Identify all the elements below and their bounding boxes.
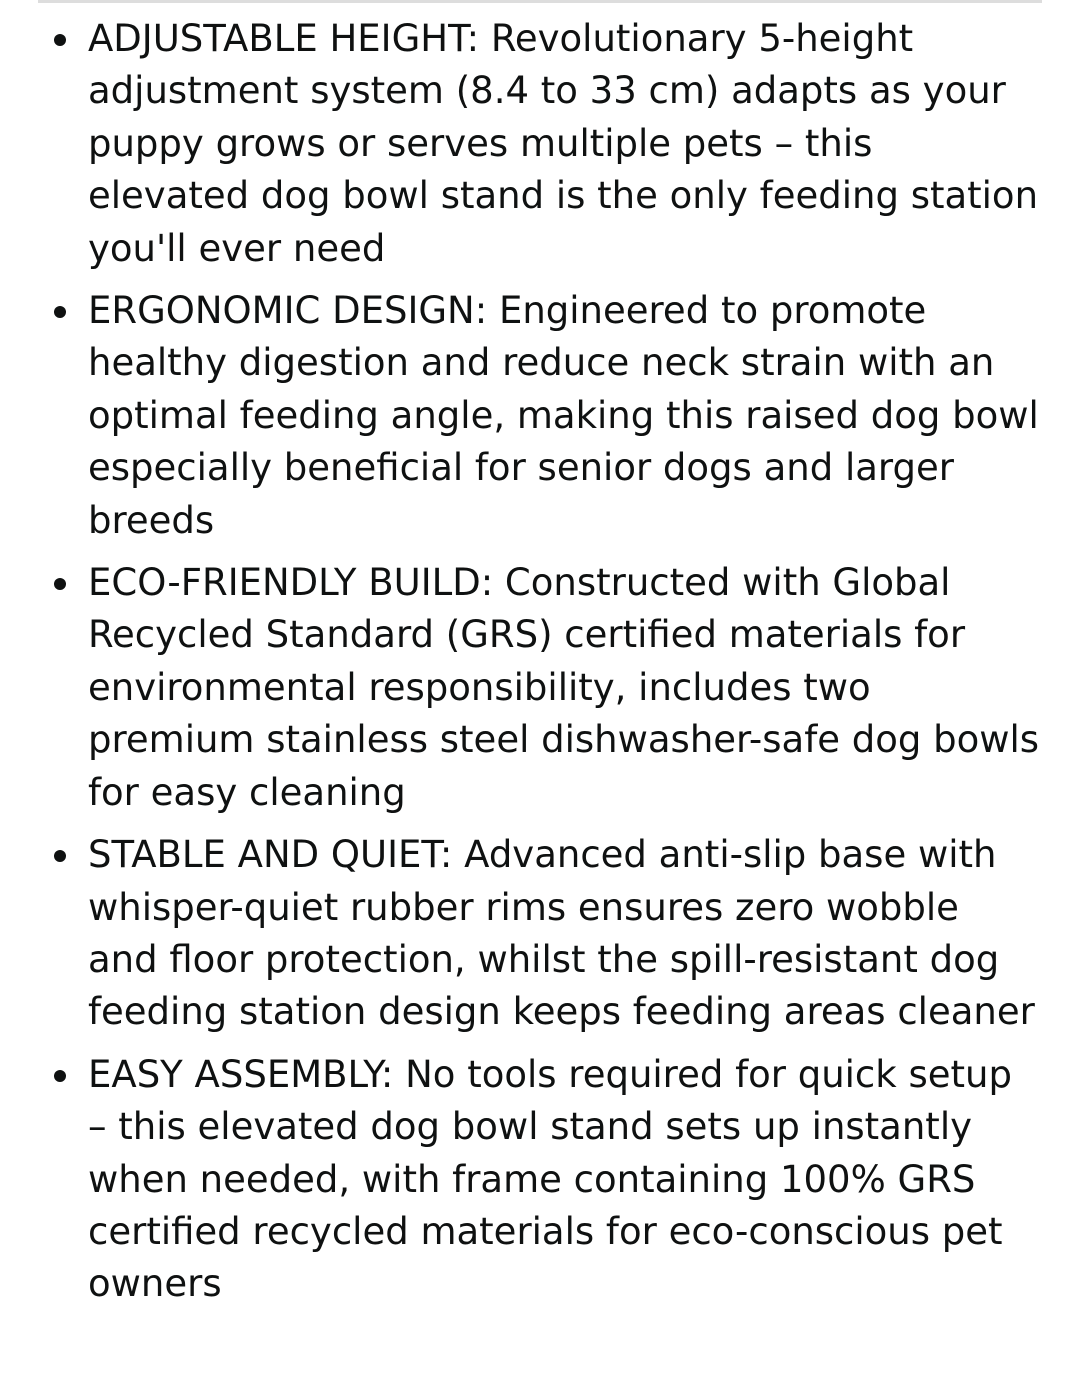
bullet-dot-icon [54, 850, 66, 862]
bullet-dot-icon [54, 34, 66, 46]
list-item [0, 285, 1080, 547]
bullet-text: EASY ASSEMBLY: No tools required for quick setup – this elevated dog bowl stand sets up instantly when needed, with frame containing 100% GRS certified recycled materials for eco-conscious pet owners [88, 1052, 1012, 1306]
list-item [0, 13, 1080, 275]
bullet-text: STABLE AND QUIET: Advanced anti-slip base with whisper-quiet rubber rims ensures zero wobble and floor protection, whilst the spill-resistant dog feeding station design keeps feeding areas cleaner [88, 833, 1035, 1034]
bullet-dot-icon [54, 1070, 66, 1082]
list-item [0, 1049, 1080, 1311]
bullet-dot-icon [54, 578, 66, 590]
bullet-text: ERGONOMIC DESIGN: Engineered to promote healthy digestion and reduce neck strain with an optimal feeding angle, making this raised dog bowl especially beneficial for senior dogs and larger breeds [88, 289, 1039, 542]
top-divider [38, 0, 1042, 3]
bullet-text: ECO-FRIENDLY BUILD: Constructed with Global Recycled Standard (GRS) certified materials for environmental responsibility, includes two premium stainless steel dishwasher-safe dog bowls for easy cleaning [88, 561, 1040, 814]
bullet-dot-icon [54, 306, 66, 318]
list-item [0, 829, 1080, 1039]
feature-bullet-list [0, 13, 1080, 1321]
bullet-text: ADJUSTABLE HEIGHT: Revolutionary 5-height adjustment system (8.4 to 33 cm) adapts as your puppy grows or serves multiple pets – this elevated dog bowl stand is the only feeding station you'll ever need [88, 17, 1039, 270]
list-item [0, 557, 1080, 819]
